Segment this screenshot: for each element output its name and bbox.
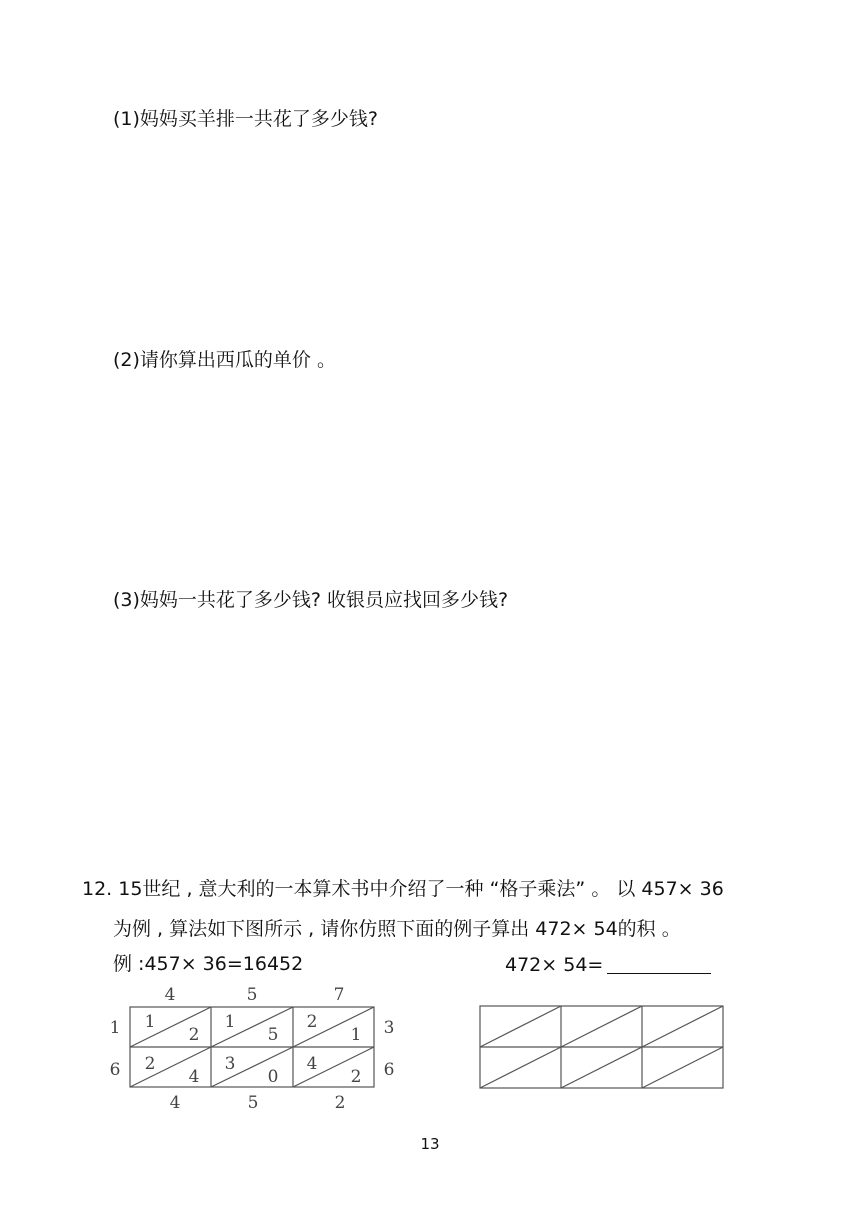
exercise-grid-diagonal [480, 1006, 561, 1047]
cell-ones-digit: 4 [188, 1067, 200, 1087]
exercise-grid-diagonal [642, 1047, 723, 1088]
example-grid-diagonal [293, 1047, 374, 1087]
top-digit: 5 [246, 985, 258, 1005]
exercise-grid-diagonal [561, 1047, 642, 1088]
question-3: (3)妈妈一共花了多少钱? 收银员应找回多少钱? [113, 589, 509, 611]
example-equation: 例 :457× 36=16452 [113, 953, 304, 975]
right-digit: 6 [383, 1060, 395, 1080]
exercise-grid-diagonal [642, 1006, 723, 1047]
exercise-lattice-grid [480, 1006, 723, 1088]
cell-ones-digit: 0 [267, 1067, 279, 1087]
right-digit: 3 [383, 1018, 395, 1038]
example-lattice-grid [130, 1007, 374, 1087]
example-grid-diagonal [293, 1007, 374, 1047]
cell-tens-digit: 2 [144, 1054, 156, 1074]
problem-12-line-1: 12. 15世纪 , 意大利的一本算术书中介绍了一种 “格子乘法” 。 以 457× 36 [82, 878, 724, 900]
page-number: 13 [420, 1135, 440, 1153]
bottom-digit: 4 [169, 1093, 181, 1113]
cell-ones-digit: 2 [188, 1025, 200, 1045]
example-grid-diagonal [211, 1007, 293, 1047]
cell-ones-digit: 1 [350, 1025, 362, 1045]
question-1: (1)妈妈买羊排一共花了多少钱? [113, 108, 378, 130]
cell-tens-digit: 2 [306, 1012, 318, 1032]
exercise-grid-diagonal [480, 1047, 561, 1088]
question-2: (2)请你算出西瓜的单价 。 [113, 349, 336, 371]
left-digit: 6 [109, 1060, 121, 1080]
top-digit: 7 [333, 985, 345, 1005]
exercise-equation-text: 472× 54= [505, 954, 604, 976]
cell-ones-digit: 5 [267, 1025, 279, 1045]
left-digit: 1 [109, 1018, 121, 1038]
cell-tens-digit: 1 [144, 1012, 156, 1032]
top-digit: 4 [164, 985, 176, 1005]
example-grid-diagonal [211, 1047, 293, 1087]
cell-tens-digit: 1 [224, 1012, 236, 1032]
bottom-digit: 2 [334, 1093, 346, 1113]
cell-tens-digit: 4 [306, 1054, 318, 1074]
exercise-grid-diagonal [561, 1006, 642, 1047]
problem-12-line-2: 为例 , 算法如下图所示 , 请你仿照下面的例子算出 472× 54的积 。 [113, 918, 681, 940]
cell-ones-digit: 2 [350, 1067, 362, 1087]
bottom-digit: 5 [247, 1093, 259, 1113]
cell-tens-digit: 3 [224, 1054, 236, 1074]
